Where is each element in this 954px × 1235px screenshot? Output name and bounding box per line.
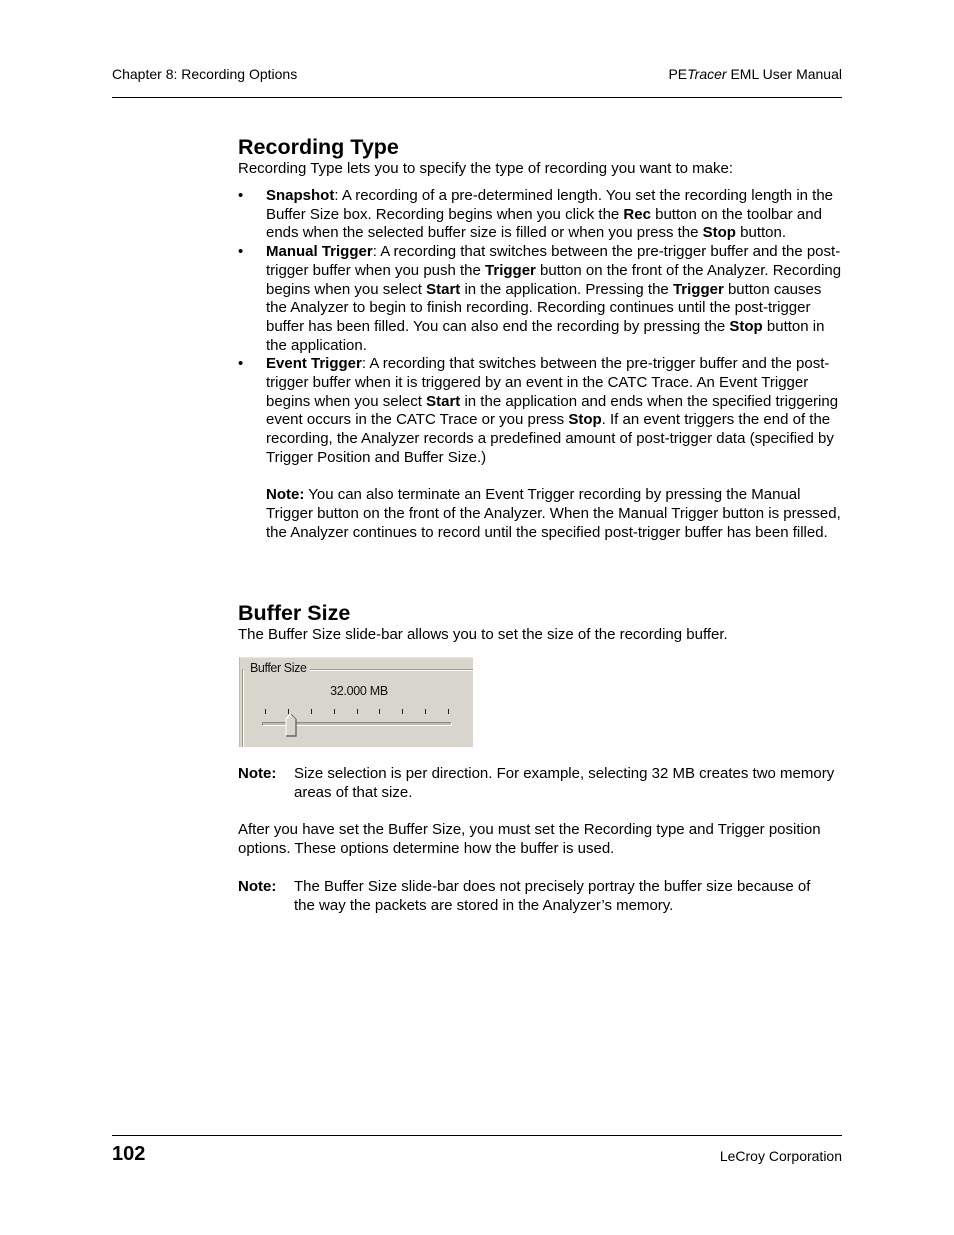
slider-tick xyxy=(448,709,449,714)
event-trigger-note xyxy=(266,486,842,542)
note-text: The Buffer Size slide-bar does not precisely portray the buffer size because of the way the packets are stored in the Analyzer’s memory. xyxy=(294,878,811,914)
text: in the application. Pressing the xyxy=(460,280,673,298)
note-label: Note: xyxy=(266,486,305,504)
bold-trigger: Trigger xyxy=(485,261,536,279)
recording-type-list xyxy=(238,187,842,542)
text: in the application and ends when the specified triggering event occurs in the CATC Trace or you press xyxy=(266,392,839,429)
bullet: • xyxy=(238,355,244,373)
text: button in the application. xyxy=(266,317,825,354)
term-event-trigger: Event Trigger xyxy=(266,355,362,373)
text: button on the toolbar and ends when the selected buffer size is filled or when you press the xyxy=(266,205,822,242)
buffer-size-slider-group xyxy=(239,657,473,747)
list-item-event-trigger xyxy=(238,355,842,542)
note-label: Note: xyxy=(238,765,277,782)
manual-title-suffix: EML User Manual xyxy=(726,66,842,82)
bold-rec: Rec xyxy=(623,205,651,223)
running-header-chapter: Chapter 8: Recording Options xyxy=(112,66,298,82)
footer-rule xyxy=(112,1135,842,1136)
text: button. xyxy=(735,224,787,242)
slider-tick xyxy=(402,709,403,714)
section-heading-recording-type: Recording Type xyxy=(238,135,399,159)
bold-trigger: Trigger xyxy=(672,280,724,298)
text: button on the front of the Analyzer. Recording begins when you select xyxy=(266,261,842,298)
text: : A recording that switches between the pre-trigger buffer and the post-trigger buffer when it is triggered by an event in the CATC Trace. An Event Trigger begins when you select xyxy=(266,355,830,410)
note-text: Size selection is per direction. For example, selecting 32 MB creates two memory areas of that size. xyxy=(294,765,835,801)
note-size-selection xyxy=(238,765,842,802)
page-number: 102 xyxy=(112,1143,146,1165)
bullet: • xyxy=(238,243,244,261)
buffer-size-intro: The Buffer Size slide-bar allows you to set the size of the recording buffer. xyxy=(238,626,728,643)
slider-tick xyxy=(357,709,358,714)
bold-stop: Stop xyxy=(568,411,602,429)
bold-start: Start xyxy=(426,392,461,410)
group-legend: Buffer Size xyxy=(250,661,307,675)
term-manual-trigger: Manual Trigger xyxy=(266,243,373,261)
bullet: • xyxy=(238,187,244,204)
slider-tick xyxy=(425,709,426,714)
text: button causes the Analyzer to begin to finish recording. Recording continues until the post-trigger buffer has been filled. You can also end the recording by pressing the xyxy=(266,280,822,335)
bold-stop: Stop xyxy=(729,317,763,335)
list-item-snapshot xyxy=(238,187,842,243)
text: : A recording that switches between the pre-trigger buffer and the post-trigger buffer when you push the xyxy=(266,243,841,279)
group-border xyxy=(310,670,473,671)
group-border xyxy=(243,670,244,747)
text: . If an event triggers the end of the recording, the Analyzer records a predefined amount of post-trigger data (specified by Trigger Position and Buffer Size.) xyxy=(266,411,834,466)
header-rule xyxy=(112,97,842,98)
slider-tick xyxy=(311,709,312,714)
buffer-size-paragraph: After you have set the Buffer Size, you must set the Recording type and Trigger position options. These options determine how the buffer is used. xyxy=(238,821,821,857)
running-header-manual-title xyxy=(668,66,842,82)
note-text: You can also terminate an Event Trigger recording by pressing the Manual Trigger button on the front of the Analyzer. When the Manual Trigger button is pressed, the Analyzer continues to record until the specified post-trigger buffer has been filled. xyxy=(266,486,841,541)
slider-tick xyxy=(379,709,380,714)
manual-title-italic: Tracer xyxy=(687,66,727,82)
slider-thumb[interactable] xyxy=(285,713,297,737)
buffer-size-value: 32.000 MB xyxy=(330,684,388,698)
note-slidebar-precision xyxy=(238,878,842,915)
bold-start: Start xyxy=(426,280,461,298)
recording-type-intro: Recording Type lets you to specify the type of recording you want to make: xyxy=(238,160,733,177)
footer-company: LeCroy Corporation xyxy=(719,1148,842,1164)
slider-tick xyxy=(265,709,266,714)
term-snapshot: Snapshot xyxy=(266,187,335,204)
note-label: Note: xyxy=(238,878,277,895)
text: : A recording of a pre-determined length. You set the recording length in the Buffer Size box. Recording begins when you click the xyxy=(266,187,834,223)
slider-tick xyxy=(334,709,335,714)
list-item-manual-trigger xyxy=(238,243,842,355)
manual-title-prefix: PE xyxy=(668,66,688,82)
section-heading-buffer-size: Buffer Size xyxy=(238,601,351,625)
bold-stop: Stop xyxy=(702,224,736,242)
